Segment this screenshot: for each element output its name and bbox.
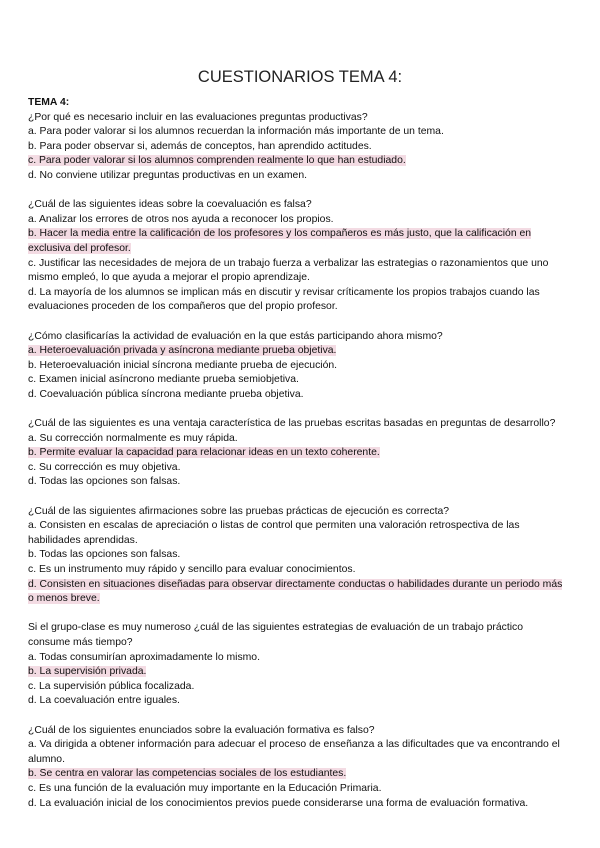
answer-option-c	[28, 782, 568, 797]
highlighted-answer: b. La supervisión privada.	[28, 666, 147, 678]
answer-text: c. Su corrección es muy objetiva.	[28, 461, 181, 473]
answer-option-d	[28, 388, 568, 403]
question-block	[28, 621, 568, 709]
highlighted-answer: c. Para poder valorar si los alumnos comprenden realmente lo que han estudiado.	[28, 155, 406, 167]
answer-text: d. Coevaluación pública síncrona mediante prueba objetiva.	[28, 388, 304, 400]
question-list	[28, 111, 568, 812]
answer-option-a	[28, 125, 568, 140]
answer-text: b. Para poder observar si, además de conceptos, han aprendido actitudes.	[28, 140, 372, 152]
highlighted-answer: b. Hacer la media entre la calificación de los profesores y los compañeros es más justo, que la calificación en exclusiva del profesor.	[28, 228, 532, 254]
answer-text: d. La evaluación inicial de los conocimientos previos puede considerarse una forma de evaluación formativa.	[28, 797, 529, 809]
answer-option-b	[28, 359, 568, 374]
answer-option-d	[28, 797, 568, 812]
answer-text: a. Para poder valorar si los alumnos recuerdan la información más importante de un tema.	[28, 126, 444, 138]
answer-text: c. Justificar las necesidades de mejora de un trabajo fuerza a verbalizar las estrategias o razonamientos que uno mismo empleó, lo que ayuda a mejorar el propio aprendizaje.	[28, 257, 549, 284]
answer-text: c. La supervisión pública focalizada.	[28, 680, 195, 692]
answer-option-b	[28, 140, 568, 155]
answer-text: a. Analizar los errores de otros nos ayuda a reconocer los propios.	[28, 213, 334, 225]
answer-option-d	[28, 475, 568, 490]
highlighted-answer: b. Se centra en valorar las competencias sociales de los estudiantes.	[28, 768, 347, 780]
answer-option-d	[28, 694, 568, 709]
answer-text: a. Consisten en escalas de apreciación o listas de control que permiten una valoración retrospectiva de las habilidades aprendidas.	[28, 520, 520, 546]
answer-option-c	[28, 373, 568, 388]
answer-text: a. Todas consumirían aproximadamente lo mismo.	[28, 651, 260, 663]
answer-text: b. Heteroevaluación inicial síncrona mediante prueba de ejecución.	[28, 359, 338, 371]
answer-option-c	[28, 563, 568, 578]
answer-option-a	[28, 213, 568, 228]
answer-text: d. Todas las opciones son falsas.	[28, 476, 181, 488]
answer-text: a. Su corrección normalmente es muy rápida.	[28, 432, 238, 444]
answer-text: b. Todas las opciones son falsas.	[28, 549, 181, 561]
question-block	[28, 330, 568, 403]
answer-option-b	[28, 665, 568, 680]
answer-option-a	[28, 519, 568, 548]
answer-option-c	[28, 257, 568, 286]
answer-option-a	[28, 344, 568, 359]
question-text: ¿Por qué es necesario incluir en las evaluaciones preguntas productivas?	[28, 111, 368, 123]
answer-option-c	[28, 461, 568, 476]
highlighted-answer: a. Heteroevaluación privada y asíncrona mediante prueba objetiva.	[28, 345, 337, 357]
answer-option-c	[28, 680, 568, 695]
answer-option-b	[28, 548, 568, 563]
answer-option-b	[28, 227, 568, 256]
answer-option-a	[28, 738, 568, 767]
question-text: ¿Cuál de las siguientes afirmaciones sobre las pruebas prácticas de ejecución es correcta?	[28, 505, 450, 517]
answer-text: a. Va dirigida a obtener información para adecuar el proceso de enseñanza a las dificultades que va encontrando el alumno.	[28, 739, 560, 765]
answer-option-b	[28, 767, 568, 782]
question-text: ¿Cuál de los siguientes enunciados sobre la evaluación formativa es falso?	[28, 724, 375, 736]
answer-text: d. La mayoría de los alumnos se implican más en discutir y revisar críticamente los propios trabajos cuando las evaluaciones proceden de los compañeros que del propio profesor.	[28, 286, 540, 313]
question-text: ¿Cómo clasificarías la actividad de evaluación en la que estás participando ahora mismo?	[28, 330, 443, 342]
question-block	[28, 724, 568, 812]
question-text: ¿Cuál de las siguientes ideas sobre la coevaluación es falsa?	[28, 199, 312, 211]
question-block	[28, 198, 568, 315]
question-text: ¿Cuál de las siguientes es una ventaja característica de las pruebas escritas basadas en preguntas de desarrollo?	[28, 418, 556, 430]
answer-option-a	[28, 432, 568, 447]
answer-text: c. Es un instrumento muy rápido y sencillo para evaluar conocimientos.	[28, 564, 356, 575]
answer-option-c	[28, 154, 568, 169]
question-block	[28, 505, 568, 607]
highlighted-answer: b. Permite evaluar la capacidad para relacionar ideas en un texto coherente.	[28, 447, 380, 459]
answer-option-d	[28, 286, 568, 315]
question-block	[28, 111, 568, 184]
answer-option-a	[28, 651, 568, 666]
section-label: TEMA 4:	[28, 97, 70, 108]
answer-option-b	[28, 446, 568, 461]
page-title: CUESTIONARIOS TEMA 4:	[197, 68, 403, 86]
question-text: Si el grupo-clase es muy numeroso ¿cuál de las siguientes estrategias de evaluación de un trabajo práctico consume más tiempo?	[28, 622, 523, 648]
answer-text: d. No conviene utilizar preguntas productivas en un examen.	[28, 169, 307, 181]
quiz-content	[28, 96, 568, 826]
answer-text: c. Es una función de la evaluación muy importante en la Educación Primaria.	[28, 782, 382, 794]
answer-text: d. La coevaluación entre iguales.	[28, 695, 180, 707]
answer-option-d	[28, 169, 568, 184]
highlighted-answer: d. Consisten en situaciones diseñadas para observar directamente conductas o habilidades durante un periodo más o menos breve.	[28, 578, 563, 605]
answer-option-d	[28, 578, 568, 607]
answer-text: c. Examen inicial asíncrono mediante prueba semiobjetiva.	[28, 374, 299, 386]
question-block	[28, 417, 568, 490]
